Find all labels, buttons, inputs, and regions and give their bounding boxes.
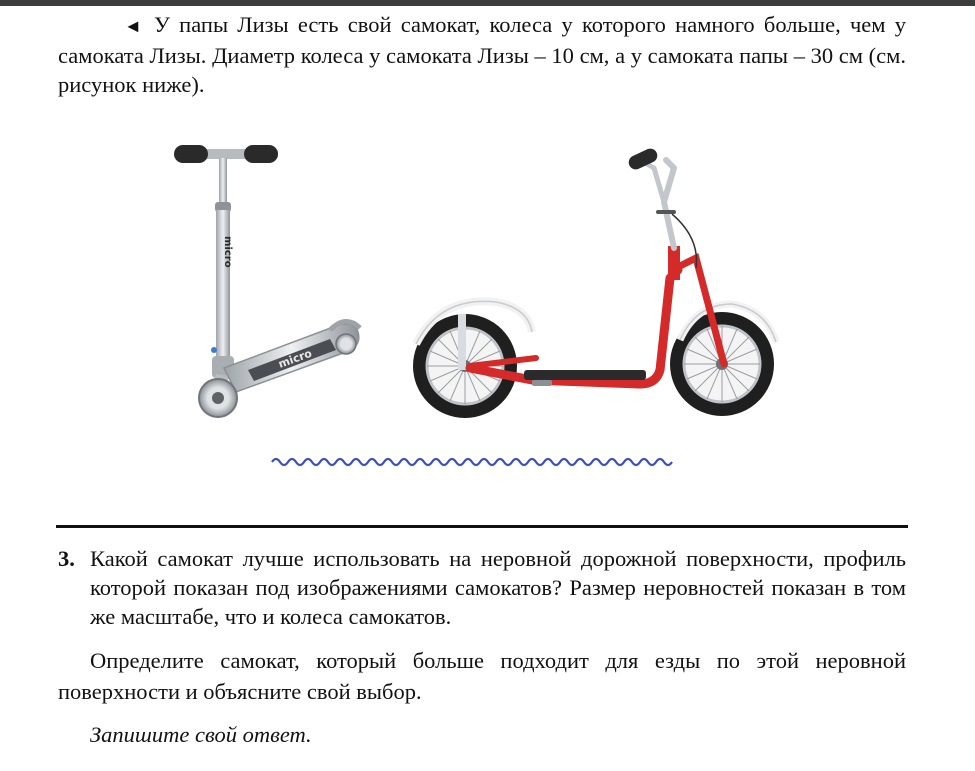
big-scooter [413,146,776,418]
small-stem-label: micro [222,236,233,268]
small-scooter [174,145,360,417]
small-stem-lower [216,210,230,360]
small-left-grip [174,145,208,163]
small-stem-upper [219,158,227,206]
task-paragraph: Определите самокат, который больше подходит для езды по этой неровной поверхности и объясните свой выбор. [58,648,906,704]
intro-text: У папы Лизы есть свой самокат, колеса у которого намного больше, чем у самоката Лизы. Диаметр колеса у самоката Лизы – 10 см, а у самоката папы – 30 см (см. рисунок ниже). [58,12,906,97]
small-rear-wheel [336,334,356,354]
question-text: Какой самокат лучше использовать на неровной дорожной поверхности, профиль которой показан под изображениями самокатов? Размер неровностей показан в том же масштабе, что и колеса самокатов. [90,546,906,629]
big-kickstand [532,380,552,386]
small-deck-label: micro [276,346,314,371]
top-edge-strip [0,0,975,6]
small-front-hub [212,392,224,404]
big-rear-stay [458,314,466,370]
small-blue-accent [211,347,217,353]
small-right-grip [244,145,278,163]
intro-paragraph [58,10,906,99]
big-deck [524,370,646,380]
answer-instruction: Запишите свой ответ. [90,722,312,747]
big-head-tube [668,246,680,280]
uneven-road-profile [272,459,672,465]
question-number: 3. [58,546,75,571]
section-divider [56,525,908,528]
big-brake-lever [656,210,676,214]
triangle-marker-icon: ◄ [124,16,142,36]
scooters-figure [140,118,790,478]
